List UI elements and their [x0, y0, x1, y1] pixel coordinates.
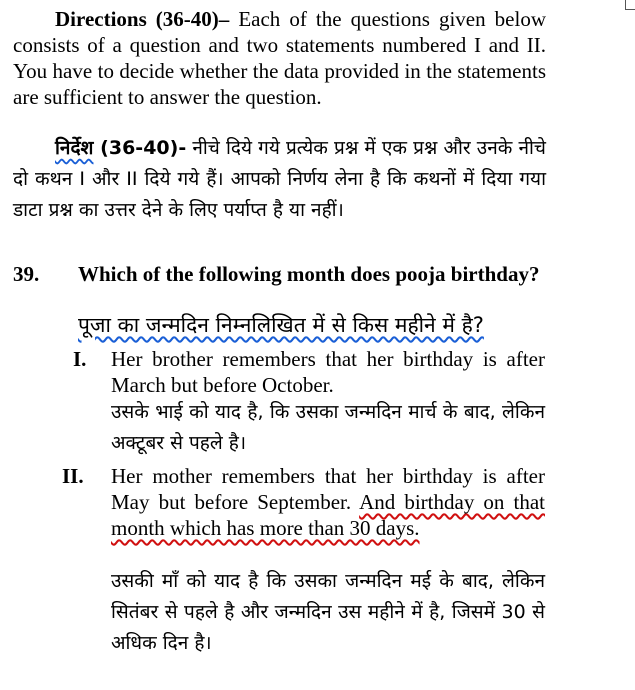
directions-hindi-range: (36-40)- [93, 137, 187, 159]
statement-2-text-a: Her mother remembers that her birthday is after May but before September. [111, 464, 545, 514]
statement-2-text-b: And birthday on that month which has more than 30 days. [111, 490, 545, 540]
statement-2-hindi-text: उसकी माँ को याद है कि उसका जन्मदिन मई के बाद, लेकिन सितंबर से पहले है और जन्मदिन उस महीने में है, जिसमें 30 से अधिक दिन है। [111, 570, 545, 654]
statement-1-hindi-text: उसके भाई को याद है, कि उसका जन्मदिन मार्च के बाद, लेकिन अक्टूबर से पहले है। [111, 401, 545, 454]
question-number: 39. [13, 262, 40, 286]
directions-hindi-label: निर्देश [55, 137, 94, 159]
question-text: Which of the following month does pooja birthday? [78, 262, 540, 286]
corner-box [625, 0, 635, 10]
statement-1-label: I. [73, 347, 87, 371]
statement-1-text: Her brother remembers that her birthday is after March but before October. [111, 347, 545, 397]
directions-hindi-paragraph [13, 133, 546, 226]
directions-paragraph [13, 6, 546, 110]
directions-text: Each of the questions given below consists of a question and two statements numbered I and II. You have to decide whether the data provided in the statements are sufficient to answer the question. [13, 7, 546, 109]
statement-2-text [111, 463, 545, 541]
statement-2-label: II. [62, 464, 84, 488]
directions-hindi-text: नीचे दिये गये प्रत्येक प्रश्न में एक प्रश्न और उनके नीचे दो कथन I और II दिये गये हैं। आपको निर्णय लेना है कि कथनों में दिया गया डाटा प्रश्न का उत्तर देने के लिए पर्याप्त है या नहीं। [13, 137, 546, 221]
question-hindi-text: पूजा का जन्मदिन निम्नलिखित में से किस महीने में है? [78, 313, 484, 337]
directions-label: Directions (36-40)– [55, 7, 230, 31]
